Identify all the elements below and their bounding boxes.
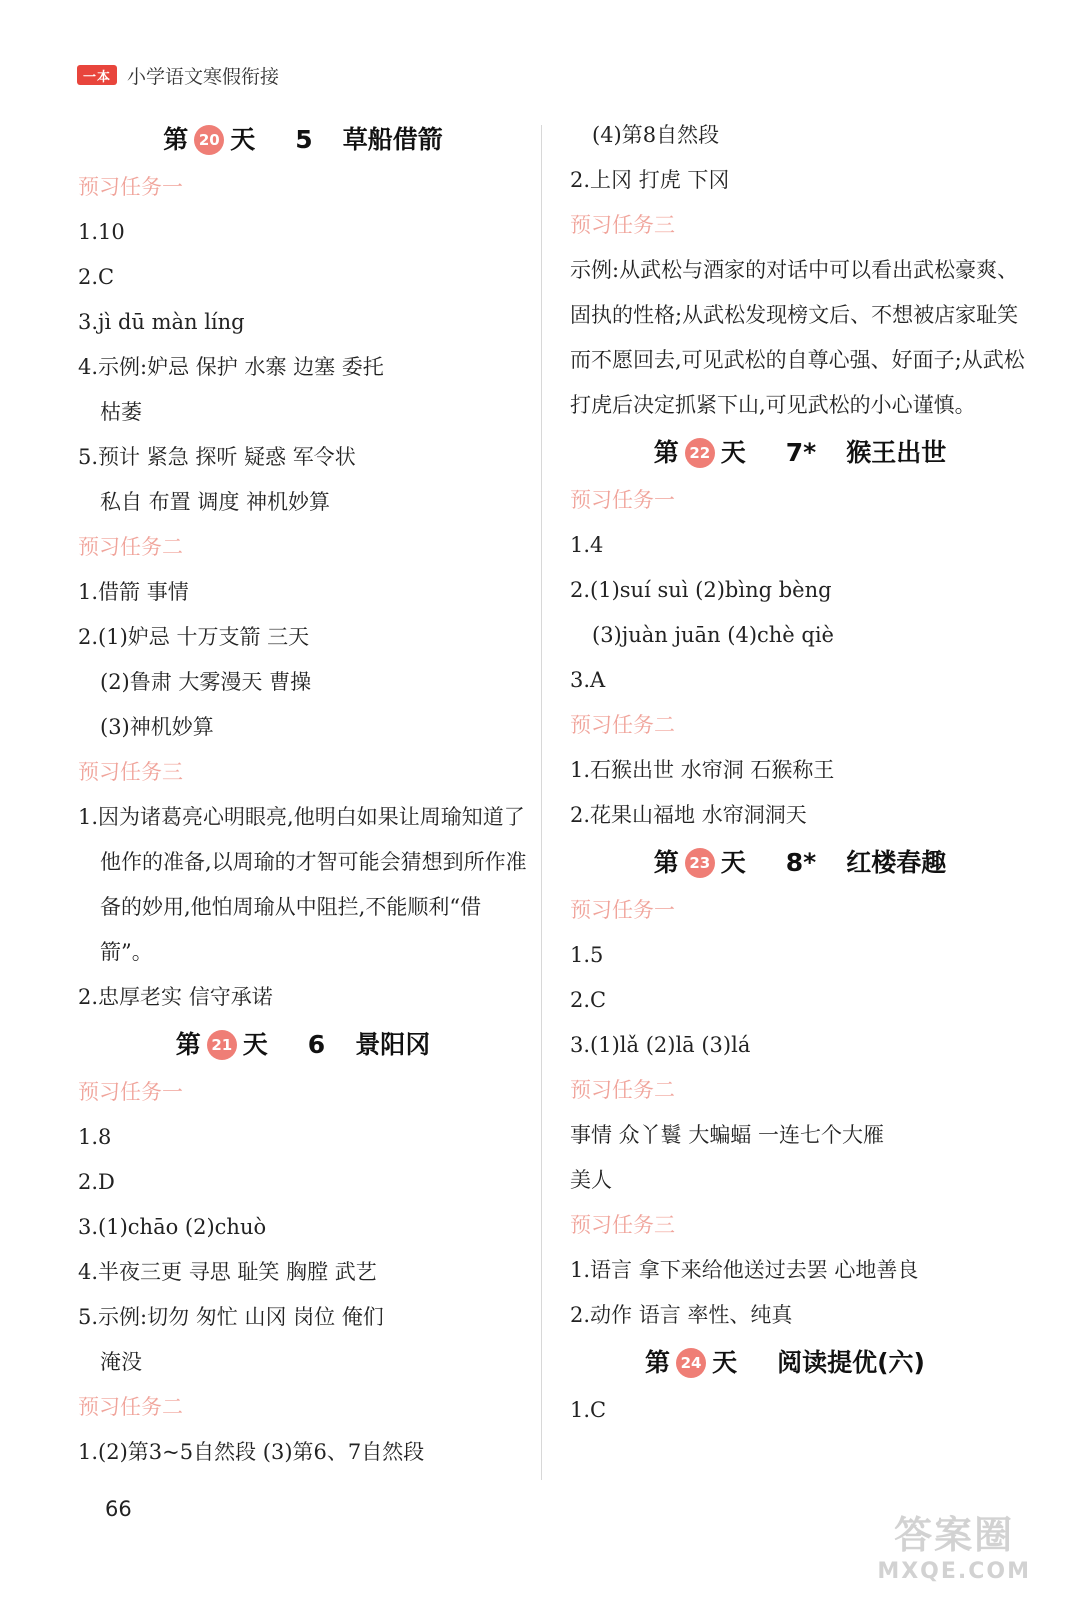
day-20-heading xyxy=(78,115,528,165)
answer-line: 1.10 xyxy=(78,220,125,244)
right-column xyxy=(570,113,1030,1433)
day-number-badge: 21 xyxy=(207,1030,237,1060)
answer-line: 2.动作 语言 率性、纯真 xyxy=(570,1303,793,1327)
answer-line: 1.4 xyxy=(570,533,604,557)
column-divider xyxy=(541,125,542,1480)
page-number: 66 xyxy=(105,1497,132,1521)
answer-line: 美人 xyxy=(570,1168,612,1192)
task-label: 预习任务一 xyxy=(570,898,675,922)
day-24-heading xyxy=(570,1338,1030,1388)
answer-line: 1.石猴出世 水帘洞 石猴称王 xyxy=(570,758,835,782)
day-suffix: 天 xyxy=(712,1348,738,1377)
answer-line: 1.C xyxy=(570,1398,607,1422)
lesson-title: 阅读提优(六) xyxy=(777,1348,925,1377)
task-label: 预习任务三 xyxy=(570,213,675,237)
task-label: 预习任务一 xyxy=(78,1080,183,1104)
day-prefix: 第 xyxy=(653,848,679,877)
day-prefix: 第 xyxy=(163,125,189,154)
answer-line: 1.8 xyxy=(78,1125,112,1149)
answer-line: 1.借箭 事情 xyxy=(78,580,189,604)
day-suffix: 天 xyxy=(720,438,746,467)
answer-line: (2)鲁肃 大雾漫天 曹操 xyxy=(100,670,312,694)
answer-line: 2.忠厚老实 信守承诺 xyxy=(78,985,273,1009)
day-number-badge: 22 xyxy=(685,438,715,468)
watermark xyxy=(877,1504,1031,1584)
answer-line: 2.(1)妒忌 十万支箭 三天 xyxy=(78,625,310,649)
left-column xyxy=(78,115,528,1475)
day-number-badge: 23 xyxy=(685,848,715,878)
answer-line: 2.(1)suí suì (2)bìng bèng xyxy=(570,578,832,602)
task-label: 预习任务一 xyxy=(78,175,183,199)
lesson-title: 猴王出世 xyxy=(846,438,947,467)
watermark-title: 答案圈 xyxy=(894,1513,1015,1557)
answer-paragraph xyxy=(78,795,528,975)
answer-line: 5.示例:切勿 匆忙 山冈 岗位 俺们 xyxy=(78,1305,384,1329)
answer-line: 3.A xyxy=(570,668,606,692)
answer-line: 私自 布置 调度 神机妙算 xyxy=(100,490,331,514)
task-label: 预习任务二 xyxy=(78,1395,183,1419)
task-label: 预习任务三 xyxy=(570,1213,675,1237)
answer-line: (4)第8自然段 xyxy=(592,123,720,147)
answer-line: 枯萎 xyxy=(100,400,142,424)
answer-line: (3)神机妙算 xyxy=(100,715,214,739)
answer-line: 1.(2)第3~5自然段 (3)第6、7自然段 xyxy=(78,1440,425,1464)
answer-line: (3)juàn juān (4)chè qiè xyxy=(592,623,834,647)
day-suffix: 天 xyxy=(242,1030,268,1059)
day-22-heading xyxy=(570,428,1030,478)
day-number-badge: 24 xyxy=(676,1348,706,1378)
answer-line: 2.C xyxy=(570,988,607,1012)
answer-line: 4.半夜三更 寻思 耻笑 胸膛 武艺 xyxy=(78,1260,377,1284)
answer-line: 2.花果山福地 水帘洞洞天 xyxy=(570,803,807,827)
answer-line: 5.预计 紧急 探听 疑惑 军令状 xyxy=(78,445,356,469)
lesson-number: 5 xyxy=(295,125,313,154)
watermark-url: MXQE.COM xyxy=(877,1559,1031,1584)
book-title: 小学语文寒假衔接 xyxy=(127,65,280,88)
lesson-number: 8* xyxy=(785,848,817,877)
day-prefix: 第 xyxy=(175,1030,201,1059)
day-suffix: 天 xyxy=(230,125,256,154)
lesson-number: 6 xyxy=(307,1030,326,1059)
day-suffix: 天 xyxy=(720,848,746,877)
paragraph-text: 1.因为诸葛亮心明眼亮,他明白如果让周瑜知道了他作的准备,以周瑜的才智可能会猜想到所作准备的妙用,他怕周瑜从中阻拦,不能顺利“借箭”。 xyxy=(78,805,527,964)
answer-line: 2.D xyxy=(78,1170,115,1194)
answer-line: 2.上冈 打虎 下冈 xyxy=(570,168,730,192)
answer-line: 2.C xyxy=(78,265,115,289)
answer-line: 事情 众丫鬟 大蝙蝠 一连七个大雁 xyxy=(570,1123,885,1147)
day-number-badge: 20 xyxy=(194,125,224,155)
task-label: 预习任务二 xyxy=(570,713,675,737)
task-label: 预习任务三 xyxy=(78,760,183,784)
answer-line: 4.示例:妒忌 保护 水寨 边塞 委托 xyxy=(78,355,384,379)
answer-line: 3.jì dū màn líng xyxy=(78,310,245,334)
answer-line: 1.5 xyxy=(570,943,604,967)
day-23-heading xyxy=(570,838,1030,888)
day-prefix: 第 xyxy=(645,1348,671,1377)
task-label: 预习任务二 xyxy=(570,1078,675,1102)
lesson-title: 红楼春趣 xyxy=(846,848,947,877)
answer-paragraph: 示例:从武松与酒家的对话中可以看出武松豪爽、固执的性格;从武松发现榜文后、不想被店家耻笑而不愿回去,可见武松的自尊心强、好面子;从武松打虎后决定抓紧下山,可见武松的小心谨慎。 xyxy=(570,258,1025,417)
day-21-heading xyxy=(78,1020,528,1070)
day-prefix: 第 xyxy=(653,438,679,467)
answer-line: 淹没 xyxy=(100,1350,142,1374)
task-label: 预习任务二 xyxy=(78,535,183,559)
lesson-number: 7* xyxy=(785,438,817,467)
lesson-title: 景阳冈 xyxy=(355,1030,431,1059)
answer-line: 3.(1)lǎ (2)lā (3)lá xyxy=(570,1033,751,1057)
lesson-title: 草船借箭 xyxy=(342,125,443,154)
answer-line: 3.(1)chāo (2)chuò xyxy=(78,1215,267,1239)
page-header xyxy=(77,62,279,88)
task-label: 预习任务一 xyxy=(570,488,675,512)
answer-line: 1.语言 拿下来给他送过去罢 心地善良 xyxy=(570,1258,919,1282)
brand-logo: 一本 xyxy=(77,65,117,85)
